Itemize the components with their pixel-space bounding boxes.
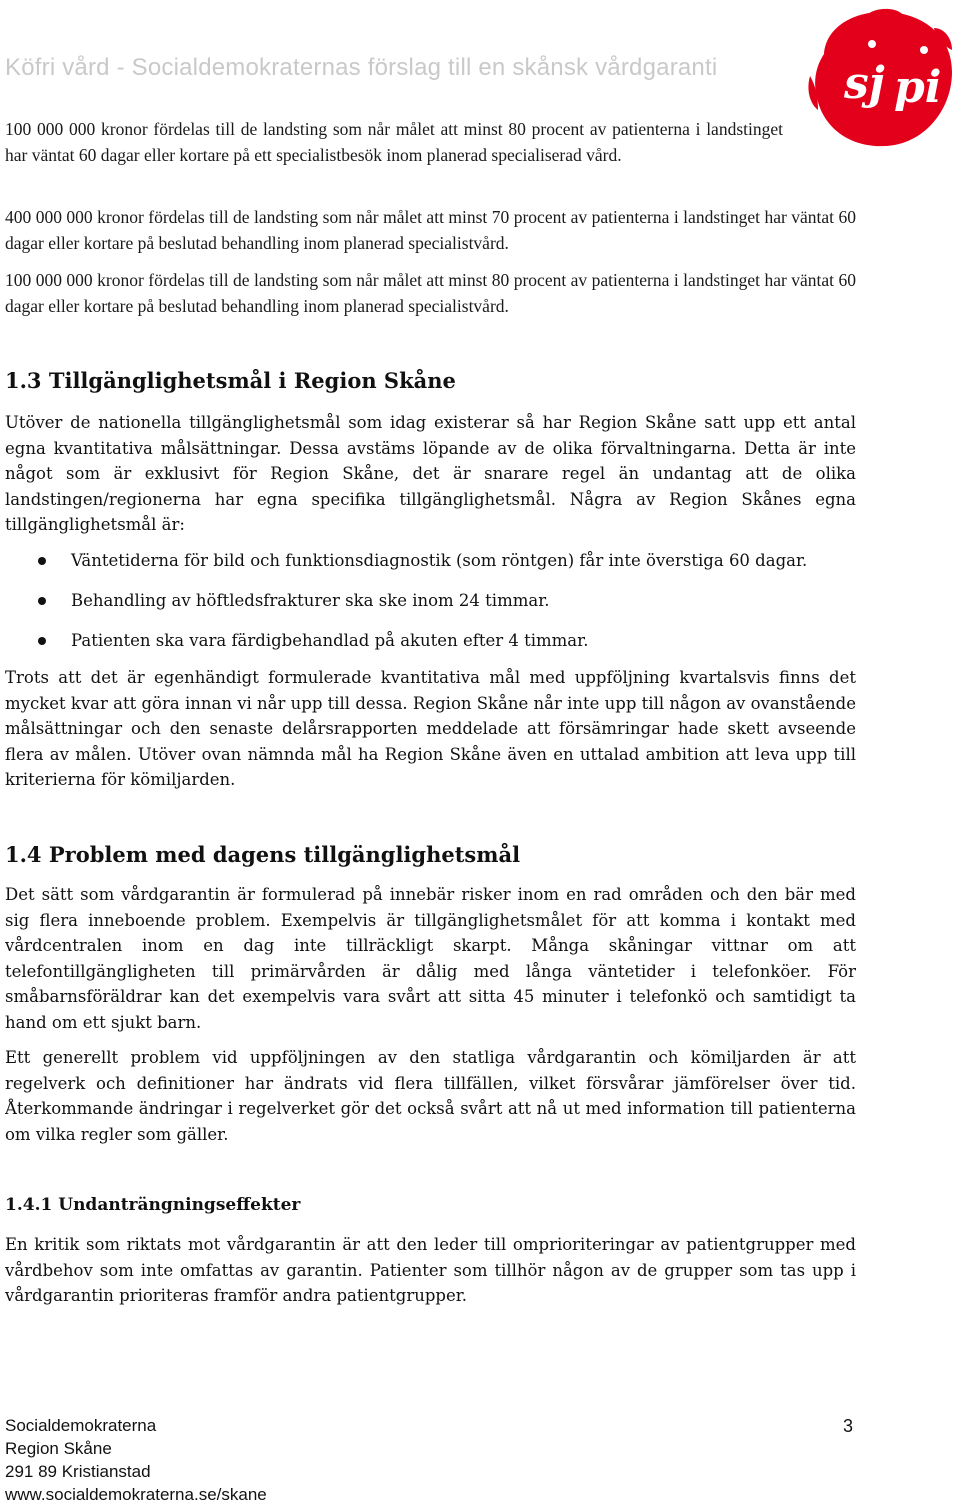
footer-address xyxy=(5,1414,267,1506)
footer-region: Region Skåne xyxy=(5,1439,112,1458)
list-item: Behandling av höftledsfrakturer ska ske inom 24 timmar. xyxy=(5,588,855,628)
section-1-3-paragraph-2: Trots att det är egenhändigt formulerade kvantitativa mål med uppföljning kvartalsvis finns det mycket kvar att göra innan vi når upp till dessa. Region Skåne når inte upp till någon av ovanstående målsättningar och den senaste delårsrapporten meddelade att försämringar hade skett avseende flera av målen. Utöver ovan nämnda mål ha Region Skåne även en uttalad ambition att leva upp till kriterierna för kömiljarden. xyxy=(5,668,856,789)
footer-organization: Socialdemokraterna xyxy=(5,1416,157,1435)
section-1-4-paragraph-1: Det sätt som vårdgarantin är formulerad på innebär risker inom en rad områden och den bär med sig flera inneboende problem. Exempelvis är tillgänglighetsmålet för att komma i kontakt med vårdcentralen inom en dag inte tillräckligt skarpt. Många skåningar vittnar om att telefontillgängligheten till primärvården är dålig med långa väntetider i telefonköer. För småbarnsföräldrar kan det exempelvis vara svårt att sitta 45 minuter i telefonkö och samtidigt ta hand om ett sjukt barn. xyxy=(5,885,856,1032)
intro-paragraph-2: 400 000 000 kronor fördelas till de landsting som når målet att minst 70 procent av patienterna i landstinget har väntat 60 dagar eller kortare på beslutad behandling inom planerad specialistvård. xyxy=(5,207,856,253)
svg-text:pi: pi xyxy=(894,62,942,113)
list-item: Patienten ska vara färdigbehandlad på akuten efter 4 timmar. xyxy=(5,628,855,668)
section-1-4-1-paragraph: En kritik som riktats mot vårdgarantin är att den leder till omprioriteringar av patientgrupper med vårdbehov som inte omfattas av garantin. Patienter som tillhör någon av de grupper som tas upp i vårdgarantin prioriteras framför andra patientgrupper. xyxy=(5,1235,856,1305)
page-number: 3 xyxy=(843,1416,854,1436)
document-header-title: Köfri vård - Socialdemokraternas förslag till en skånsk vårdgaranti xyxy=(5,54,718,81)
bullet-icon xyxy=(38,597,46,605)
list-item: Väntetiderna för bild och funktionsdiagnostik (som röntgen) får inte överstiga 60 dagar. xyxy=(5,548,855,588)
section-heading-1-4: 1.4 Problem med dagens tillgänglighetsmål xyxy=(5,842,521,867)
intro-paragraph-1: 100 000 000 kronor fördelas till de landsting som når målet att minst 80 procent av patienterna i landstinget har väntat 60 dagar eller kortare på ett specialistbesök inom planerad specialiserad vård. xyxy=(5,119,783,165)
bullet-icon xyxy=(38,637,46,645)
section-1-4-paragraph-2: Ett generellt problem vid uppföljningen av den statliga vårdgarantin och kömiljarden är att regelverk och definitioner har ändrats vid flera tillfällen, vilket försvårar jämförelser över tid. Återkommande ändringar i regelverket gör det också svårt att nå ut med information till patienterna om vilka regler som gäller. xyxy=(5,1048,856,1144)
goals-list xyxy=(5,548,855,668)
section-1-3-paragraph: Utöver de nationella tillgänglighetsmål som idag existerar så har Region Skåne satt upp ett antal egna kvantitativa målsättningar. Dessa avstäms löpande av de olika förvaltningarna. Detta är inte något som är exklusivt för Region Skåne, det är snarare regel än undantag att de olika landstingen/regionerna har egna specifika tillgänglighetsmål. Några av Region Skånes egna tillgänglighetsmål är: xyxy=(5,413,856,534)
rose-logo-icon xyxy=(806,6,956,156)
footer-website-link[interactable]: www.socialdemokraterna.se/skane xyxy=(5,1485,267,1504)
section-heading-1-3: 1.3 Tillgänglighetsmål i Region Skåne xyxy=(5,368,456,393)
svg-text:sj: sj xyxy=(844,58,885,109)
bullet-icon xyxy=(38,557,46,565)
section-heading-1-4-1: 1.4.1 Undanträngningseffekter xyxy=(5,1195,301,1215)
intro-paragraph-3: 100 000 000 kronor fördelas till de landsting som når målet att minst 80 procent av patienterna i landstinget har väntat 60 dagar eller kortare på beslutad behandling inom planerad specialistvård. xyxy=(5,270,856,316)
footer-postal-address: 291 89 Kristianstad xyxy=(5,1462,151,1481)
